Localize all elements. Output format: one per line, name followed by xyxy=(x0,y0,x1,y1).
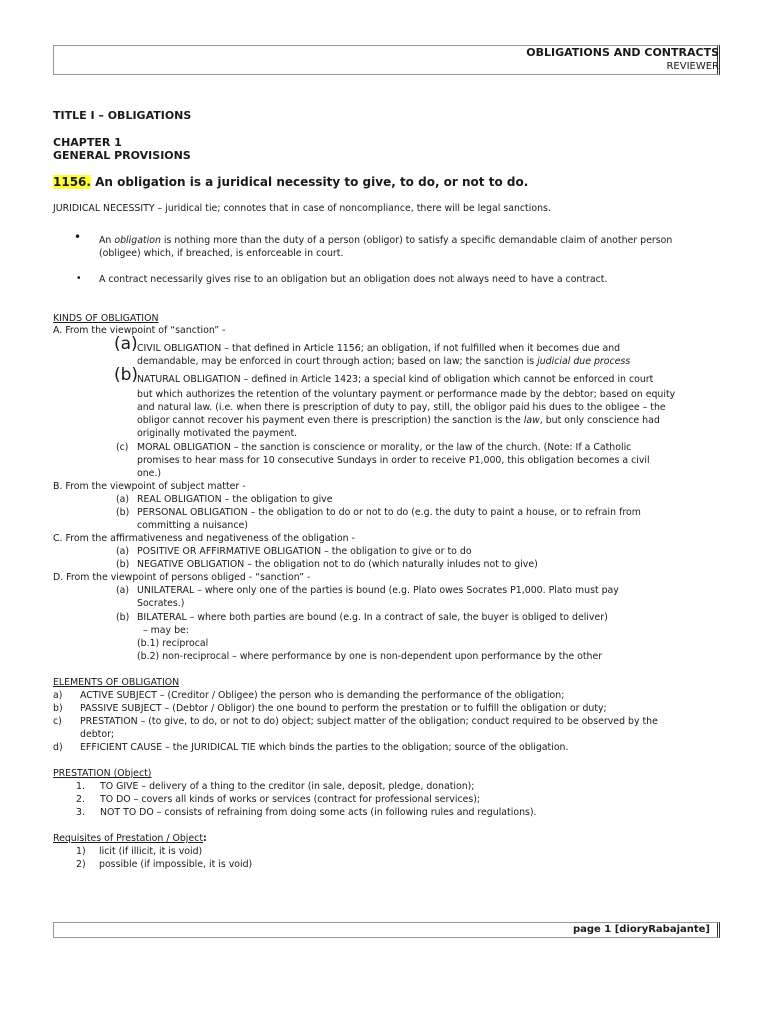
element-text: EFFICIENT CAUSE – the JURIDICAL TIE which binds the parties to the obligation; source of the obligation. xyxy=(80,742,569,753)
marker-c-a: (a) xyxy=(116,546,130,557)
requisite-item: licit (if illicit, it is void) xyxy=(99,846,203,857)
element-marker: c) xyxy=(53,716,62,727)
element-marker: a) xyxy=(53,690,63,701)
prestation-item: TO DO – covers all kinds of works or services (contract for professional services); xyxy=(100,794,481,805)
prestation-marker: 2. xyxy=(76,794,85,805)
bullet-1-line-1: An obligation is nothing more than the duty of a person (obligor) to satisfy a specific demandable claim of another person xyxy=(99,235,673,246)
chapter-number: CHAPTER 1 xyxy=(53,136,122,149)
requisites-heading: Requisites of Prestation / Object: xyxy=(53,833,207,844)
element-text: PRESTATION – (to give, to do, or not to do) object; subject matter of the obligation; conduct required to be observed by the xyxy=(80,716,658,727)
unilateral-line-1: UNILATERAL – where only one of the parties is bound (e.g. Plato owes Socrates P1,000. Plato must pay xyxy=(137,585,619,596)
civil-obligation-line-1: CIVIL OBLIGATION – that defined in Article 1156; an obligation, if not fulfilled when it becomes due and xyxy=(137,343,621,354)
bullet-1-line-2: (obligee) which, if breached, is enforceable in court. xyxy=(99,248,344,259)
element-text: PASSIVE SUBJECT – (Debtor / Obligor) the one bound to perform the prestation or to fulfill the obligation or duty; xyxy=(80,703,607,714)
elements-heading: ELEMENTS OF OBLIGATION xyxy=(53,677,180,688)
kinds-b-heading: B. From the viewpoint of subject matter - xyxy=(53,481,246,492)
article-1156 xyxy=(53,176,528,188)
kinds-a-heading: A. From the viewpoint of “sanction” - xyxy=(53,325,226,336)
marker-b-a: (a) xyxy=(116,494,130,505)
real-obligation: REAL OBLIGATION – the obligation to give xyxy=(137,494,333,505)
moral-obligation-line-2: promises to hear mass for 10 consecutive Sundays in order to receive P1,000, this obligation becomes a civil xyxy=(137,455,650,466)
bullet-dot-icon: • xyxy=(74,230,82,244)
marker-b-b: (b) xyxy=(116,507,130,518)
natural-obligation-line-3: and natural law. (i.e. when there is prescription of duty to pay, still, the obligor paid his dues to the obligee – the xyxy=(137,402,666,413)
natural-obligation-line-1: NATURAL OBLIGATION – defined in Article 1423; a special kind of obligation which cannot be enforced in court xyxy=(137,374,654,385)
bilateral-line-2: – may be: xyxy=(143,625,189,636)
marker-d-a: (a) xyxy=(116,585,130,596)
prestation-marker: 3. xyxy=(76,807,85,818)
prestation-item: NOT TO DO – consists of refraining from doing some acts (in following rules and regulations). xyxy=(100,807,537,818)
kinds-heading: KINDS OF OBLIGATION xyxy=(53,313,159,324)
marker-a: (a) xyxy=(114,334,138,354)
document-title: TITLE I – OBLIGATIONS xyxy=(53,109,192,122)
chapter-name: GENERAL PROVISIONS xyxy=(53,149,191,162)
requisite-marker: 1) xyxy=(76,846,86,857)
article-number: 1156. xyxy=(53,175,91,189)
article-text: An obligation is a juridical necessity to give, to do, or not to do. xyxy=(90,175,529,189)
requisite-item: possible (if impossible, it is void) xyxy=(99,859,253,870)
prestation-heading: PRESTATION (Object) xyxy=(53,768,152,779)
element-text: ACTIVE SUBJECT – (Creditor / Obligee) the person who is demanding the performance of the obligation; xyxy=(80,690,565,701)
moral-obligation-line-1: MORAL OBLIGATION – the sanction is conscience or morality, or the law of the church. (Note: If a Catholic xyxy=(137,442,632,453)
header-subtitle: REVIEWER xyxy=(666,61,719,72)
kinds-c-heading: C. From the affirmativeness and negativeness of the obligation - xyxy=(53,533,355,544)
natural-obligation-line-2: but which authorizes the retention of the voluntary payment or performance made by the debtor; based on equity xyxy=(137,389,676,400)
non-reciprocal: (b.2) non-reciprocal – where performance by one is non-dependent upon performance by the other xyxy=(137,651,603,662)
marker-c: (c) xyxy=(116,442,129,453)
marker-d-b: (b) xyxy=(116,612,130,623)
juridical-necessity-text: JURIDICAL NECESSITY – juridical tie; connotes that in case of noncompliance, there will be legal sanctions. xyxy=(53,203,551,214)
negative-obligation: NEGATIVE OBLIGATION – the obligation not to do (which naturally inludes not to give) xyxy=(137,559,538,570)
natural-obligation-line-4: obligor cannot recover his payment even there is prescription) the sanction is the law, but only conscience had xyxy=(137,415,660,426)
header-title: OBLIGATIONS AND CONTRACTS xyxy=(526,46,719,59)
natural-obligation-line-5: originally motivated the payment. xyxy=(137,428,298,439)
requisite-marker: 2) xyxy=(76,859,86,870)
marker-b: (b) xyxy=(114,365,139,385)
prestation-marker: 1. xyxy=(76,781,85,792)
reciprocal: (b.1) reciprocal xyxy=(137,638,209,649)
positive-obligation: POSITIVE OR AFFIRMATIVE OBLIGATION – the obligation to give or to do xyxy=(137,546,472,557)
prestation-item: TO GIVE – delivery of a thing to the creditor (in sale, deposit, pledge, donation); xyxy=(100,781,475,792)
bilateral-line-1: BILATERAL – where both parties are bound (e.g. In a contract of sale, the buyer is obliged to deliver) xyxy=(137,612,608,623)
page-footer: page 1 [dioryRabajante] xyxy=(572,924,710,935)
marker-c-b: (b) xyxy=(116,559,130,570)
bullet-2-text: A contract necessarily gives rise to an obligation but an obligation does not always need to have a contract. xyxy=(99,274,608,285)
element-text-cont: debtor; xyxy=(80,729,115,740)
personal-obligation-line-2: committing a nuisance) xyxy=(137,520,248,531)
personal-obligation-line-1: PERSONAL OBLIGATION – the obligation to do or not to do (e.g. the duty to paint a house, or to refrain from xyxy=(137,507,641,518)
kinds-d-heading: D. From the viewpoint of persons obliged - “sanction” - xyxy=(53,572,311,583)
civil-obligation-line-2: demandable, may be enforced in court through action; based on law; the sanction is judicial due process xyxy=(137,356,631,367)
unilateral-line-2: Socrates.) xyxy=(137,598,185,609)
moral-obligation-line-3: one.) xyxy=(137,468,162,479)
bullet-dot-icon: • xyxy=(76,273,82,284)
element-marker: d) xyxy=(53,742,63,753)
element-marker: b) xyxy=(53,703,63,714)
